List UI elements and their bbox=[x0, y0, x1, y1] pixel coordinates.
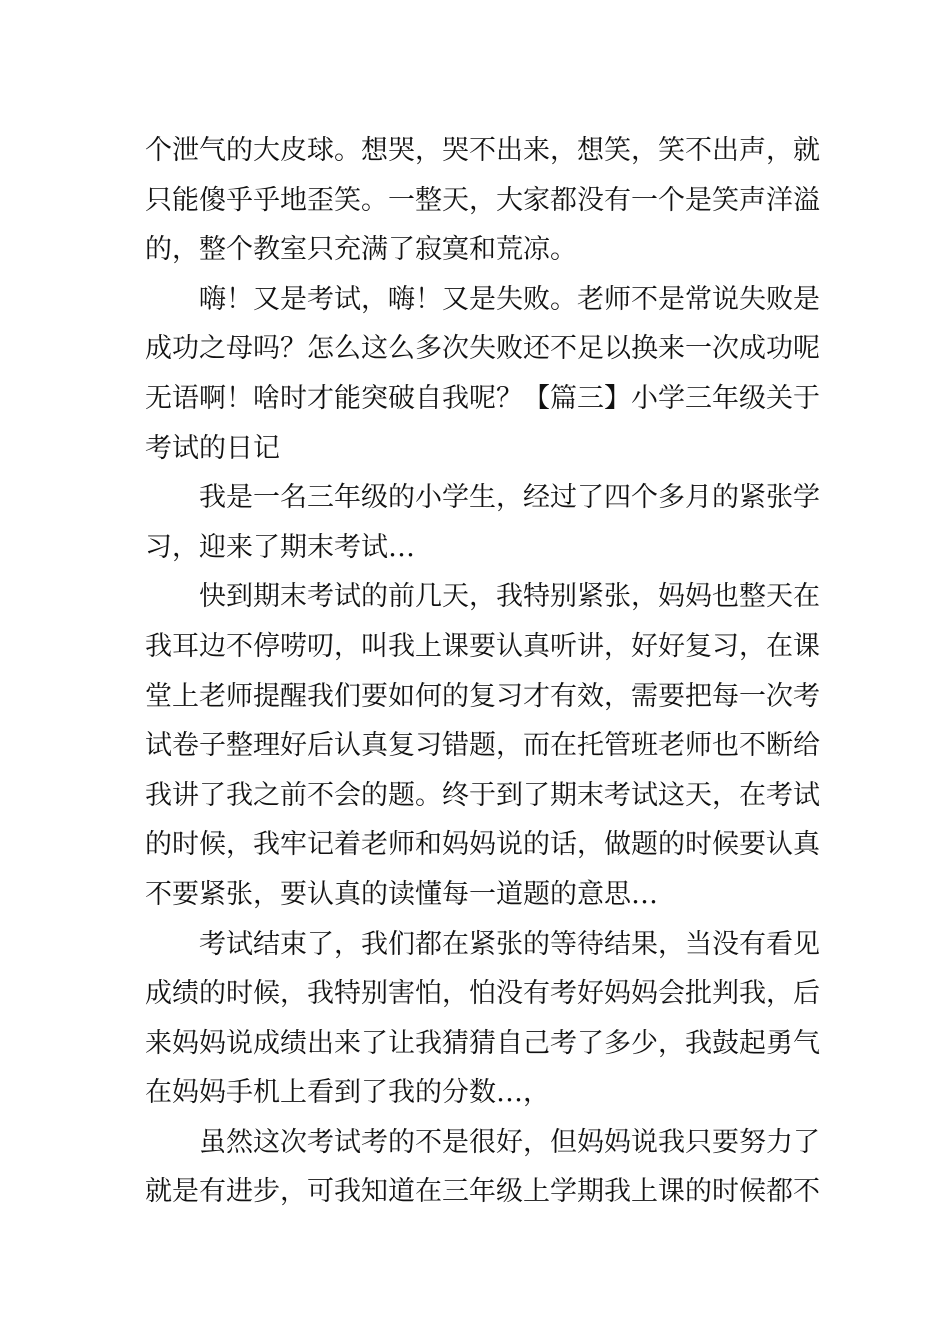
text-line: 个泄气的大皮球。想哭，哭不出来，想笑，笑不出声，就 bbox=[145, 135, 820, 166]
text-line: 的，整个教室只充满了寂寞和荒凉。 bbox=[145, 234, 577, 266]
text-line: 就是有进步，可我知道在三年级上学期我上课的时候都不 bbox=[145, 1176, 820, 1208]
text-line: 快到期末考试的前几天，我特别紧张，妈妈也整天在 bbox=[199, 581, 820, 613]
text-line: 习，迎来了期末考试… bbox=[145, 531, 415, 563]
text-line: 只能傻乎乎地歪笑。一整天，大家都没有一个是笑声洋溢 bbox=[145, 184, 820, 216]
text-line: 考试的日记 bbox=[145, 432, 280, 464]
text-line: 我是一名三年级的小学生，经过了四个多月的紧张学 bbox=[199, 482, 820, 514]
paragraph bbox=[145, 920, 820, 1118]
text-line: 考试结束了，我们都在紧张的等待结果，当没有看见 bbox=[199, 928, 820, 960]
text-line: 成功之母吗？怎么这么多次失败还不足以换来一次成功呢 bbox=[145, 333, 820, 365]
paragraph bbox=[145, 275, 820, 473]
text-line: 试卷子整理好后认真复习错题，而在托管班老师也不断给 bbox=[145, 730, 820, 762]
text-line: 成绩的时候，我特别害怕，怕没有考好妈妈会批判我，后 bbox=[145, 978, 820, 1010]
text-line: 我耳边不停唠叨，叫我上课要认真听讲，好好复习，在课 bbox=[145, 630, 820, 662]
text-line: 嗨！又是考试，嗨！又是失败。老师不是常说失败是 bbox=[199, 283, 820, 315]
text-line: 在妈妈手机上看到了我的分数…， bbox=[145, 1077, 550, 1109]
paragraph bbox=[145, 126, 820, 275]
paragraph bbox=[145, 1118, 820, 1217]
text-line: 的时候，我牢记着老师和妈妈说的话，做题的时候要认真 bbox=[145, 829, 820, 861]
text-line: 无语啊！啥时才能突破自我呢？【篇三】小学三年级关于 bbox=[145, 382, 820, 414]
document-body bbox=[145, 126, 820, 1217]
text-line: 我讲了我之前不会的题。终于到了期末考试这天，在考试 bbox=[145, 779, 820, 811]
text-line: 堂上老师提醒我们要如何的复习才有效，需要把每一次考 bbox=[145, 680, 820, 712]
text-line: 不要紧张，要认真的读懂每一道题的意思… bbox=[145, 878, 658, 910]
paragraph bbox=[145, 572, 820, 919]
paragraph bbox=[145, 473, 820, 572]
text-line: 虽然这次考试考的不是很好，但妈妈说我只要努力了 bbox=[199, 1126, 820, 1158]
text-line: 来妈妈说成绩出来了让我猜猜自己考了多少，我鼓起勇气 bbox=[145, 1027, 820, 1059]
